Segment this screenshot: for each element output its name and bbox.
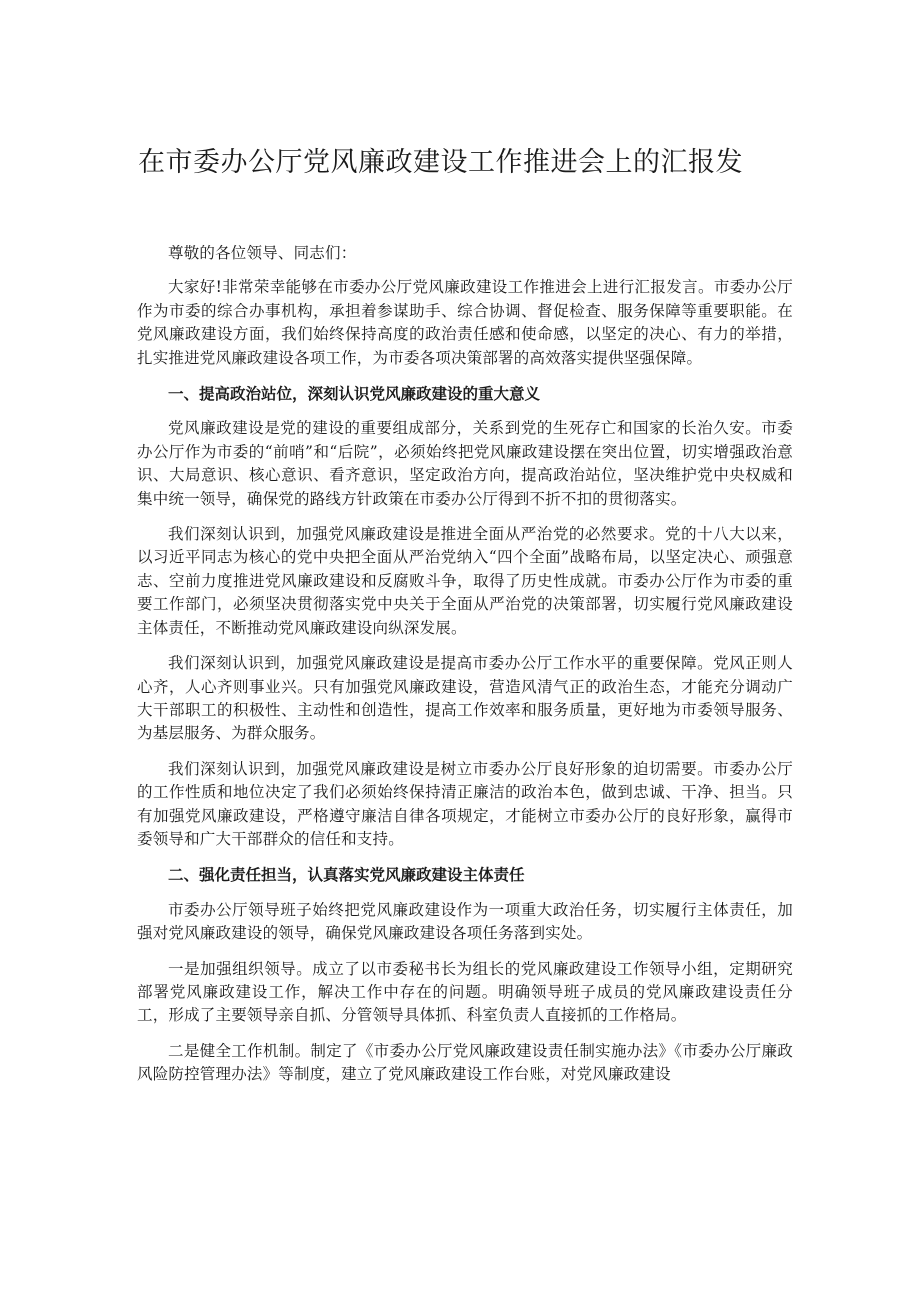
paragraph-7: 一是加强组织领导。成立了以市委秘书长为组长的党风廉政建设工作领导小组，定期研究部署党风廉政建设工作，解决工作中存在的问题。明确领导班子成员的党风廉政建设责任分工，形成了主要领导亲自抓、分管领导具体抓、科室负责人直接抓的工作格局。 <box>137 959 793 1025</box>
document-title: 在市委办公厅党风廉政建设工作推进会上的汇报发 <box>138 147 743 178</box>
paragraph-1: 大家好!非常荣幸能够在市委办公厅党风廉政建设工作推进会上进行汇报发言。市委办公厅作为市委的综合办事机构，承担着参谋助手、综合协调、督促检查、服务保障等重要职能。在党风廉政建设方面，我们始终保持高度的政治责任感和使命感，以坚定的决心、有力的举措，扎实推进党风廉政建设各项工作，为市委各项决策部署的高效落实提供坚强保障。 <box>137 278 793 367</box>
salutation: 尊敬的各位领导、同志们： <box>168 244 357 262</box>
paragraph-8: 二是健全工作机制。制定了《市委办公厅党风廉政建设责任制实施办法》《市委办公厅廉政风险防控管理办法》等制度，建立了党风廉政建设工作台账，对党风廉政建设 <box>137 1041 793 1084</box>
document-body <box>137 242 793 1099</box>
section-heading-1: 一、提高政治站位，深刻认识党风廉政建设的重大意义 <box>168 384 541 404</box>
paragraph-5: 我们深刻认识到，加强党风廉政建设是树立市委办公厅良好形象的迫切需要。市委办公厅的工作性质和地位决定了我们必须始终保持清正廉洁的政治本色，做到忠诚、干净、担当。只有加强党风廉政建设，严格遵守廉洁自律各项规定，才能树立市委办公厅的良好形象，赢得市委领导和广大干部群众的信任和支持。 <box>137 759 793 848</box>
paragraph-6: 市委办公厅领导班子始终把党风廉政建设作为一项重大政治任务，切实履行主体责任，加强对党风廉政建设的领导，确保党风廉政建设各项任务落到实处。 <box>137 900 793 943</box>
paragraph-2: 党风廉政建设是党的建设的重要组成部分，关系到党的生死存亡和国家的长治久安。市委办公厅作为市委的“前哨”和“后院”，必须始终把党风廉政建设摆在突出位置，切实增强政治意识、大局意识、核心意识、看齐意识，坚定政治方向，提高政治站位，坚决维护党中央权威和集中统一领导，确保党的路线方针政策在市委办公厅得到不折不扣的贯彻落实。 <box>137 419 793 508</box>
section-heading-2: 二、强化责任担当，认真落实党风廉政建设主体责任 <box>168 865 525 885</box>
paragraph-3: 我们深刻认识到，加强党风廉政建设是推进全面从严治党的必然要求。党的十八大以来，以习近平同志为核心的党中央把全面从严治党纳入“四个全面”战略布局，以坚定决心、顽强意志、空前力度推进党风廉政建设和反腐败斗争，取得了历史性成就。市委办公厅作为市委的重要工作部门，必须坚决贯彻落实党中央关于全面从严治党的决策部署，切实履行党风廉政建设主体责任，不断推动党风廉政建设向纵深发展。 <box>137 525 793 637</box>
paragraph-4: 我们深刻认识到，加强党风廉政建设是提高市委办公厅工作水平的重要保障。党风正则人心齐，人心齐则事业兴。只有加强党风廉政建设，营造风清气正的政治生态，才能充分调动广大干部职工的积极性、主动性和创造性，提高工作效率和服务质量，更好地为市委领导服务、为基层服务、为群众服务。 <box>137 654 793 743</box>
